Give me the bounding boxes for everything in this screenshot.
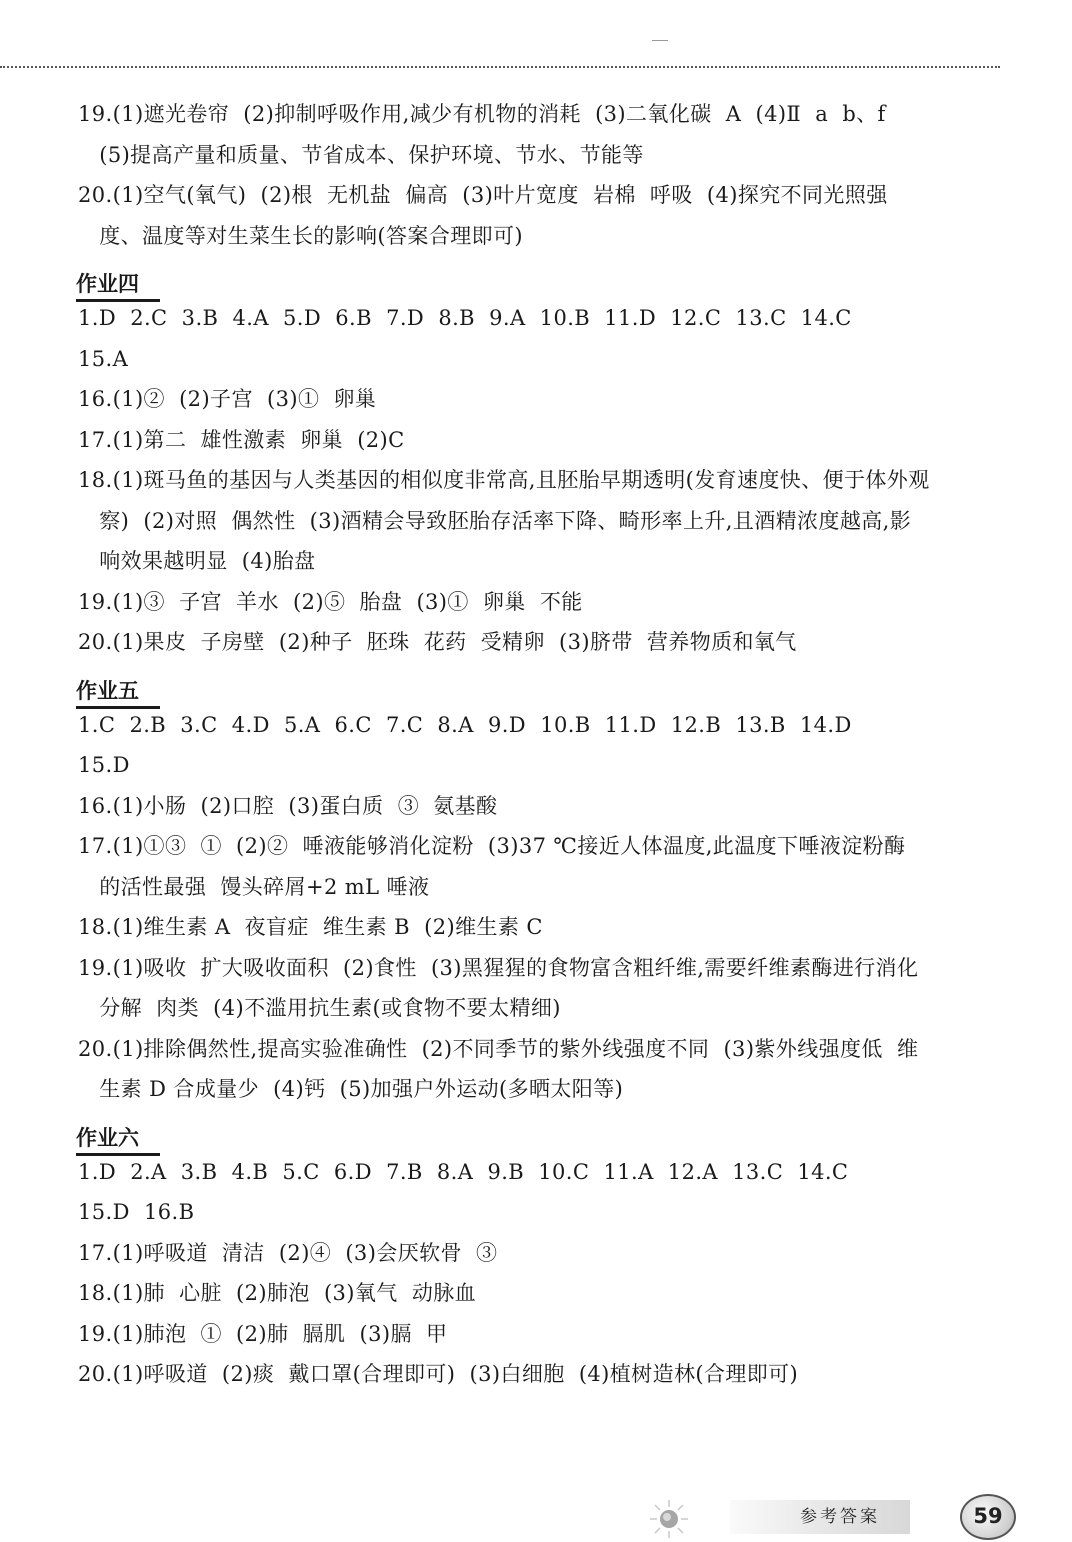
- section-heading: 作业六: [76, 1122, 160, 1154]
- page-number-badge: [960, 1494, 1016, 1540]
- section-heading: 作业四: [76, 268, 160, 300]
- answer-line: 的活性最强 馒头碎屑+2 mL 唾液: [78, 874, 430, 899]
- answer-line: 17.(1)呼吸道 清洁 (2)④ (3)会厌软骨 ③: [78, 1240, 498, 1265]
- answer-line: 1.D 2.C 3.B 4.A 5.D 6.B 7.D 8.B 9.A 10.B 11.D 12.C 13.C 14.C: [78, 306, 852, 330]
- answer-line: 18.(1)肺 心脏 (2)肺泡 (3)氧气 动脉血: [78, 1281, 477, 1305]
- top-mark: [652, 40, 668, 41]
- answer-line: 16.(1)小肠 (2)口腔 (3)蛋白质 ③ 氨基酸: [78, 793, 498, 818]
- answer-line: 20.(1)排除偶然性,提高实验准确性 (2)不同季节的紫外线强度不同 (3)紫外线强度低 维: [78, 1036, 919, 1061]
- answer-line: 19.(1)吸收 扩大吸收面积 (2)食性 (3)黑猩猩的食物富含粗纤维,需要纤维素酶进行消化: [78, 955, 919, 980]
- answer-line: 度、温度等对生菜生长的影响(答案合理即可): [78, 223, 524, 248]
- answer-line: 17.(1)①③ ① (2)② 唾液能够消化淀粉 (3)37 ℃接近人体温度,此温度下唾液淀粉酶: [78, 834, 906, 858]
- answer-line: 19.(1)③ 子宫 羊水 (2)⑤ 胎盘 (3)① 卵巢 不能: [78, 589, 583, 614]
- page-number: 59: [973, 1504, 1003, 1528]
- answer-line: 19.(1)遮光卷帘 (2)抑制呼吸作用,减少有机物的消耗 (3)二氧化碳 A (4)Ⅱ a b、f: [78, 102, 886, 126]
- answer-line: 15.A: [78, 346, 129, 371]
- footer-label: 参考答案: [800, 1507, 880, 1527]
- answer-line: 20.(1)呼吸道 (2)痰 戴口罩(合理即可) (3)白细胞 (4)植树造林(合理即可): [78, 1362, 799, 1386]
- answer-line: 生素 D 合成量少 (4)钙 (5)加强户外运动(多晒太阳等): [78, 1077, 624, 1101]
- answer-line: 18.(1)维生素 A 夜盲症 维生素 B (2)维生素 C: [78, 915, 543, 939]
- answer-line: 分解 肉类 (4)不滥用抗生素(或食物不要太精细): [78, 996, 561, 1020]
- answer-line: 16.(1)② (2)子宫 (3)① 卵巢: [78, 387, 377, 411]
- answer-line: 18.(1)斑马鱼的基因与人类基因的相似度非常高,且胚胎早期透明(发育速度快、便于体外观: [78, 468, 930, 492]
- answer-line: 15.D 16.B: [78, 1200, 195, 1224]
- answer-line: 察) (2)对照 偶然性 (3)酒精会导致胚胎存活率下降、畸形率上升,且酒精浓度越高,影: [78, 508, 912, 533]
- section-heading: 作业五: [76, 675, 160, 707]
- answer-line: (5)提高产量和质量、节省成本、保护环境、节水、节能等: [78, 142, 644, 167]
- answer-line: 17.(1)第二 雄性激素 卵巢 (2)C: [78, 427, 405, 452]
- answer-line: 19.(1)肺泡 ① (2)肺 膈肌 (3)膈 甲: [78, 1321, 448, 1346]
- answer-line: 1.D 2.A 3.B 4.B 5.C 6.D 7.B 8.A 9.B 10.C 11.A 12.A 13.C 14.C: [78, 1159, 849, 1184]
- answer-line: 20.(1)空气(氧气) (2)根 无机盐 偏高 (3)叶片宽度 岩棉 呼吸 (4)探究不同光照强: [78, 183, 888, 207]
- answer-line: 15.D: [78, 753, 130, 777]
- sun-icon: [650, 1500, 688, 1538]
- answer-line: 1.C 2.B 3.C 4.D 5.A 6.C 7.C 8.A 9.D 10.B 11.D 12.B 13.B 14.D: [78, 712, 852, 737]
- top-dotted-rule: [0, 66, 1000, 68]
- answer-line: 20.(1)果皮 子房壁 (2)种子 胚珠 花药 受精卵 (3)脐带 营养物质和氧气: [78, 630, 797, 654]
- answer-line: 响效果越明显 (4)胎盘: [78, 549, 316, 573]
